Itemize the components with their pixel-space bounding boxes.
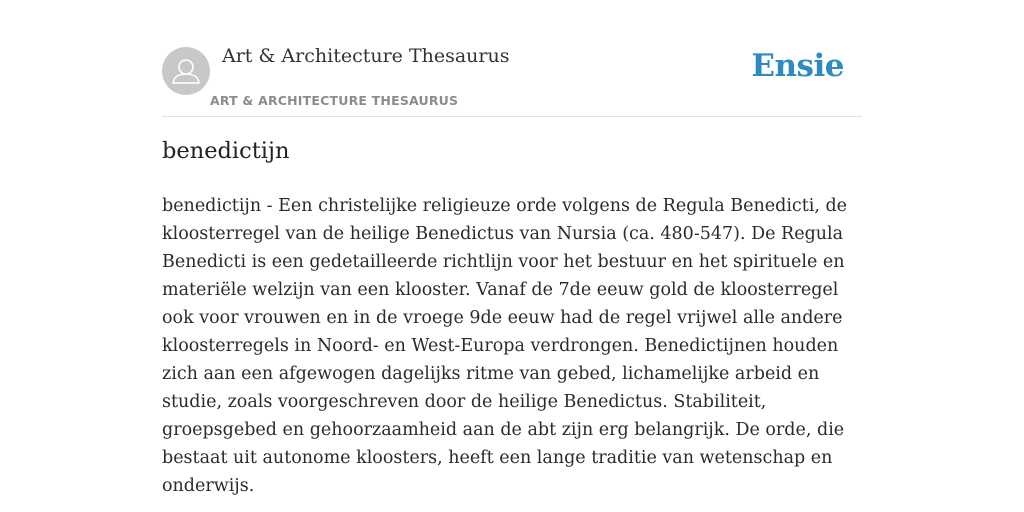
avatar[interactable] xyxy=(162,47,210,95)
user-silhouette-icon xyxy=(162,47,210,95)
source-tag[interactable]: ART & ARCHITECTURE THESAURUS xyxy=(210,93,459,108)
page-title: benedictijn xyxy=(162,138,290,164)
source-name[interactable]: Art & Architecture Thesaurus xyxy=(222,45,510,67)
definition-text: benedictijn - Een christelijke religieuze orde volgens de Regula Benedicti, de kloosterregel van de heilige Benedictus van Nursia (ca. 480-547). De Regula Benedicti is een gedetailleerde richtlijn voor het bestuur en het spirituele en materiële welzijn van een klooster. Vanaf de 7de eeuw gold de kloosterregel ook voor vrouwen en in de vroege 9de eeuw had de regel vrijwel alle andere kloosterregels in Noord- en West-Europa verdrongen. Benedictijnen houden zich aan een afgewogen dagelijks ritme van gebed, lichamelijke arbeid en studie, zoals voorgeschreven door de heilige Benedictus. Stabiliteit, groepsgebed en gehoorzaamheid aan de abt zijn erg belangrijk. De orde, die bestaat uit autonome kloosters, heeft een lange traditie van wetenschap en onderwijs. xyxy=(162,196,848,496)
ensie-logo[interactable]: Ensie xyxy=(751,48,844,84)
header xyxy=(162,40,862,117)
